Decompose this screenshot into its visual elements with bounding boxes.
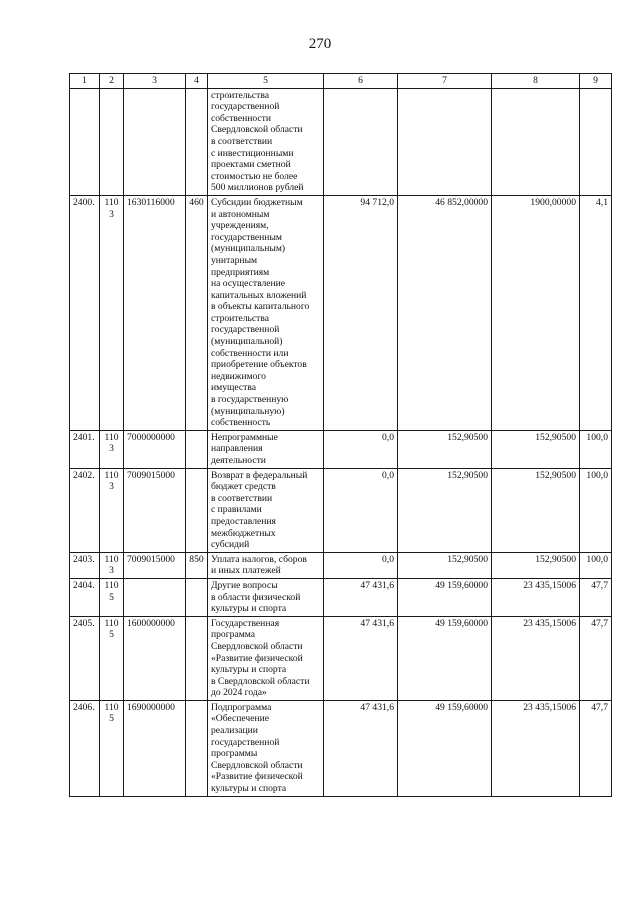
execution-percent: 100,0 — [580, 430, 612, 468]
header-row — [70, 74, 612, 89]
planned-amount: 47 431,6 — [324, 578, 398, 616]
refined-amount: 152,90500 — [398, 468, 492, 552]
column-header-4: 4 — [186, 74, 208, 89]
row-number: 2401. — [70, 430, 100, 468]
execution-percent — [580, 88, 612, 195]
item-description — [208, 616, 324, 700]
description-line: имущества — [211, 382, 256, 394]
description-line: на осуществление — [211, 278, 286, 290]
description-line: деятельности — [211, 455, 266, 466]
item-description — [208, 700, 324, 796]
target-article-code — [124, 88, 186, 195]
row-number — [70, 88, 100, 195]
table-body — [70, 88, 612, 796]
expense-type-code — [186, 578, 208, 616]
description-line: (муниципальную) — [211, 405, 285, 417]
description-line: Подпрограмма — [211, 701, 272, 713]
section-code: 1103 — [100, 468, 124, 552]
description-line: субсидий — [211, 539, 250, 551]
section-code: 1105 — [100, 578, 124, 616]
execution-percent: 100,0 — [580, 552, 612, 578]
description-line: государственной — [211, 736, 280, 748]
target-article-code: 1690000000 — [124, 700, 186, 796]
expense-type-code — [186, 700, 208, 796]
description-line: с правилами — [211, 504, 262, 516]
description-line: капитальных вложений — [211, 289, 307, 301]
target-article-code: 7009015000 — [124, 468, 186, 552]
table-row — [70, 616, 612, 700]
description-line: Свердловской области — [211, 124, 303, 136]
description-line: в соответствии — [211, 492, 273, 504]
description-line: Возврат в федеральный — [211, 469, 308, 481]
description-line: до 2024 года» — [211, 687, 267, 699]
target-article-code: 7009015000 — [124, 552, 186, 578]
table-row — [70, 468, 612, 552]
item-description — [208, 578, 324, 616]
executed-amount: 152,90500 — [492, 468, 580, 552]
row-number: 2403. — [70, 552, 100, 578]
description-line: в области физической — [211, 591, 301, 603]
target-article-code — [124, 578, 186, 616]
description-line: программы — [211, 748, 258, 760]
description-line: предприятиям — [211, 266, 270, 278]
planned-amount: 94 712,0 — [324, 195, 398, 430]
description-line: учреждениям, — [211, 220, 269, 232]
row-number: 2405. — [70, 616, 100, 700]
description-line: в соответствии — [211, 135, 273, 147]
execution-percent: 47,7 — [580, 700, 612, 796]
execution-percent: 4,1 — [580, 195, 612, 430]
row-number: 2404. — [70, 578, 100, 616]
description-line: Свердловской области — [211, 759, 303, 771]
refined-amount: 46 852,00000 — [398, 195, 492, 430]
target-article-code: 7000000000 — [124, 430, 186, 468]
table-row — [70, 552, 612, 578]
description-line: стоимостью не более — [211, 170, 298, 182]
executed-amount: 152,90500 — [492, 430, 580, 468]
item-description — [208, 468, 324, 552]
table-row — [70, 88, 612, 195]
description-line: Свердловской области — [211, 640, 303, 652]
planned-amount: 0,0 — [324, 430, 398, 468]
executed-amount: 23 435,15006 — [492, 700, 580, 796]
description-line: «Обеспечение — [211, 713, 269, 725]
refined-amount — [398, 88, 492, 195]
column-header-9: 9 — [580, 74, 612, 89]
expense-type-code: 460 — [186, 195, 208, 430]
description-line: Субсидии бюджетным — [211, 196, 303, 208]
expense-type-code — [186, 88, 208, 195]
description-line: Государственная — [211, 617, 280, 629]
page-number: 270 — [308, 36, 332, 52]
description-line: в государственную — [211, 394, 289, 406]
item-description — [208, 552, 324, 578]
item-description — [208, 195, 324, 430]
refined-amount: 152,90500 — [398, 552, 492, 578]
description-line: культуры и спорта — [211, 603, 287, 615]
executed-amount — [492, 88, 580, 195]
column-header-8: 8 — [492, 74, 580, 89]
description-line: приобретение объектов — [211, 359, 307, 371]
executed-amount: 23 435,15006 — [492, 578, 580, 616]
table-row — [70, 578, 612, 616]
description-line: собственности или — [211, 347, 289, 359]
row-number: 2402. — [70, 468, 100, 552]
table-row — [70, 700, 612, 796]
description-line: строительства — [211, 312, 270, 324]
description-line: строительства — [211, 89, 270, 101]
description-line: «Развитие физической — [211, 652, 303, 664]
description-line: и иных платежей — [211, 565, 281, 577]
expense-type-code: 850 — [186, 552, 208, 578]
section-code: 1105 — [100, 616, 124, 700]
column-header-6: 6 — [324, 74, 398, 89]
execution-percent: 47,7 — [580, 616, 612, 700]
executed-amount: 1900,00000 — [492, 195, 580, 430]
planned-amount: 0,0 — [324, 552, 398, 578]
section-code: 1103 — [100, 430, 124, 468]
row-number: 2406. — [70, 700, 100, 796]
row-number: 2400. — [70, 195, 100, 430]
executed-amount: 152,90500 — [492, 552, 580, 578]
description-line: направления — [211, 443, 263, 455]
table-row — [70, 195, 612, 430]
target-article-code: 1630116000 — [124, 195, 186, 430]
planned-amount: 0,0 — [324, 468, 398, 552]
description-line: недвижимого — [211, 370, 266, 382]
planned-amount: 47 431,6 — [324, 616, 398, 700]
description-line: государственным — [211, 231, 282, 243]
section-code: 1103 — [100, 195, 124, 430]
column-header-3: 3 — [124, 74, 186, 89]
table-row — [70, 430, 612, 468]
item-description — [208, 88, 324, 195]
refined-amount: 152,90500 — [398, 430, 492, 468]
refined-amount: 49 159,60000 — [398, 616, 492, 700]
description-line: культуры и спорта — [211, 664, 287, 676]
column-header-2: 2 — [100, 74, 124, 89]
planned-amount — [324, 88, 398, 195]
column-header-1: 1 — [70, 74, 100, 89]
description-line: «Развитие физической — [211, 771, 303, 783]
description-line: реализации — [211, 725, 258, 737]
planned-amount: 47 431,6 — [324, 700, 398, 796]
description-line: собственности — [211, 112, 272, 124]
description-line: Другие вопросы — [211, 579, 278, 591]
expense-type-code — [186, 468, 208, 552]
description-line: в объекты капитального — [211, 301, 310, 313]
column-header-5: 5 — [208, 74, 324, 89]
description-line: собственность — [211, 417, 271, 429]
description-line: межбюджетных — [211, 527, 276, 539]
budget-table — [69, 73, 612, 797]
description-line: Непрограммные — [211, 431, 278, 443]
description-line: Уплата налогов, сборов — [211, 553, 307, 565]
execution-percent: 100,0 — [580, 468, 612, 552]
expense-type-code — [186, 430, 208, 468]
description-line: (муниципальным) — [211, 243, 286, 255]
description-line: унитарным — [211, 254, 258, 266]
description-line: и автономным — [211, 208, 270, 220]
description-line: предоставления — [211, 515, 276, 527]
description-line: 500 миллионов рублей — [211, 182, 304, 194]
refined-amount: 49 159,60000 — [398, 700, 492, 796]
execution-percent: 47,7 — [580, 578, 612, 616]
description-line: программа — [211, 629, 256, 641]
expense-type-code — [186, 616, 208, 700]
description-line: (муниципальной) — [211, 336, 283, 348]
column-header-7: 7 — [398, 74, 492, 89]
item-description — [208, 430, 324, 468]
section-code: 1105 — [100, 700, 124, 796]
description-line: в Свердловской области — [211, 675, 310, 687]
target-article-code: 1600000000 — [124, 616, 186, 700]
section-code — [100, 88, 124, 195]
refined-amount: 49 159,60000 — [398, 578, 492, 616]
executed-amount: 23 435,15006 — [492, 616, 580, 700]
section-code: 1103 — [100, 552, 124, 578]
description-line: государственной — [211, 324, 280, 336]
description-line: бюджет средств — [211, 481, 276, 493]
description-line: культуры и спорта — [211, 783, 287, 795]
description-line: проектами сметной — [211, 159, 291, 171]
description-line: государственной — [211, 101, 280, 113]
description-line: с инвестиционными — [211, 147, 294, 159]
